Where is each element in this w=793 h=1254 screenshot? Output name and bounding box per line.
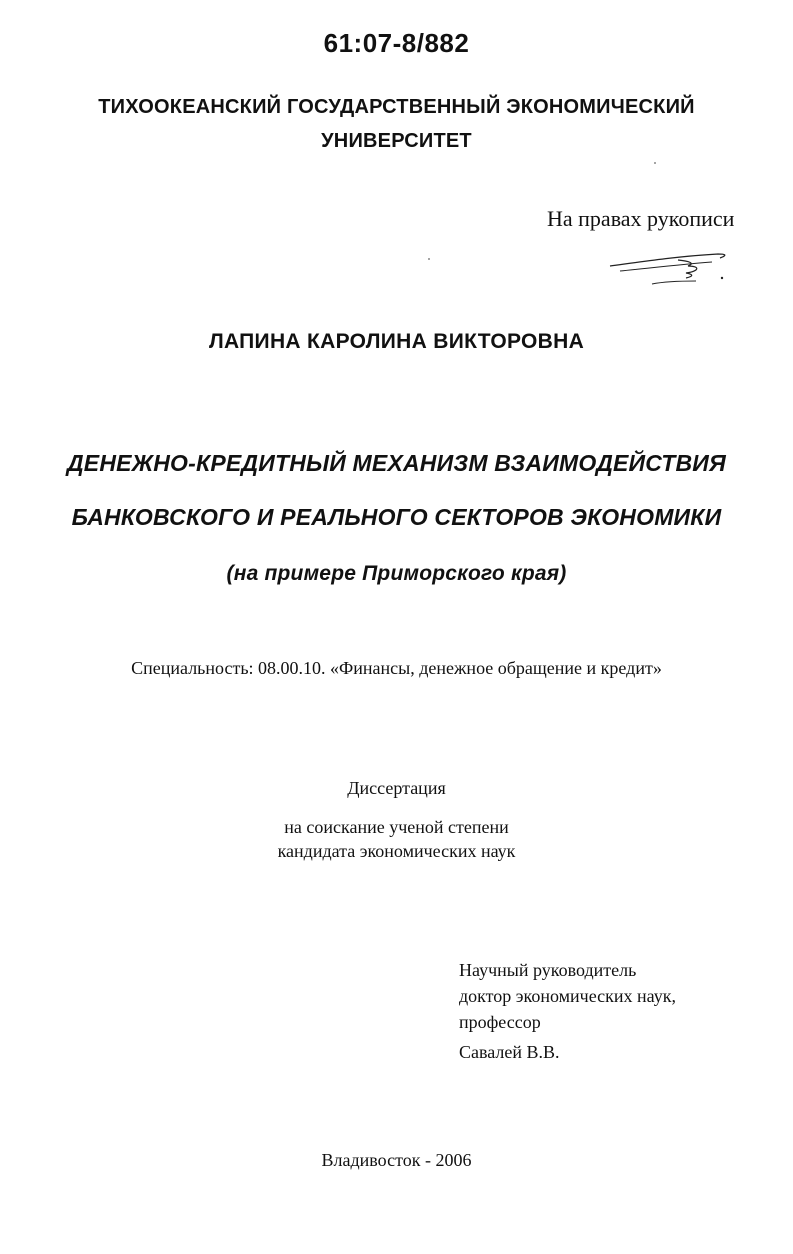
manuscript-rights-label: На правах рукописи [547,206,735,231]
supervisor-name: Савалей В.В. [459,1042,560,1062]
degree-statement [0,815,793,863]
degree-line-1: на соискание ученой степени [284,817,509,837]
supervisor-degree: доктор экономических наук, [459,986,676,1006]
supervisor-role: Научный руководитель [459,960,637,980]
supervisor-block [459,957,676,1035]
university-name [0,90,793,158]
work-type: Диссертация [347,778,446,798]
scan-speck [428,258,430,260]
university-name-line-1: ТИХООКЕАНСКИЙ ГОСУДАРСТВЕННЫЙ ЭКОНОМИЧЕСКИЙ [98,96,695,118]
title-line-2: БАНКОВСКОГО И РЕАЛЬНОГО СЕКТОРОВ ЭКОНОМИКИ [71,504,722,530]
catalog-code: 61:07-8/882 [323,28,470,58]
title-line-1: ДЕНЕЖНО-КРЕДИТНЫЙ МЕХАНИЗМ ВЗАИМОДЕЙСТВИЯ [67,450,726,476]
specialty-line: Специальность: 08.00.10. «Финансы, денежное обращение и кредит» [131,658,662,678]
author-name: ЛАПИНА КАРОЛИНА ВИКТОРОВНА [208,330,585,353]
scan-speck [654,162,656,164]
university-name-line-2: УНИВЕРСИТЕТ [321,130,472,152]
city-year: Владивосток - 2006 [321,1150,472,1170]
degree-line-2: кандидата экономических наук [277,841,516,861]
title-subtitle: (на примере Приморского края) [226,562,567,585]
supervisor-title: профессор [459,1012,541,1032]
signature [600,244,750,294]
